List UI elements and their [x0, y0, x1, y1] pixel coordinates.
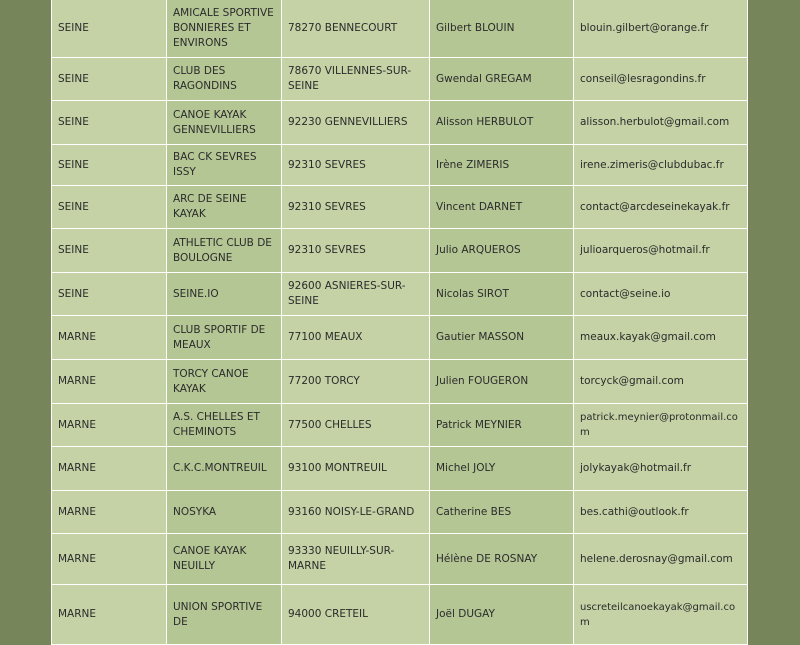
email-cell[interactable]: [574, 316, 748, 360]
table-row: [52, 58, 748, 101]
contact-name-text: Alisson HERBULOT: [436, 116, 534, 128]
table-row: [52, 491, 748, 534]
club-text: CLUB SPORTIF DE MEAUX: [173, 323, 266, 351]
region-cell: [52, 404, 167, 447]
region-text: MARNE: [58, 418, 97, 431]
region-cell: [52, 101, 167, 145]
region-text: SEINE: [58, 116, 89, 128]
city-cell: [282, 0, 430, 58]
city-text: 92310 SEVRES: [288, 244, 366, 256]
email-cell[interactable]: [574, 101, 748, 145]
contact-name-cell: [430, 404, 574, 447]
city-text: 93100 MONTREUIL: [288, 462, 387, 474]
email-cell[interactable]: [574, 186, 748, 229]
email-text[interactable]: patrick.meynier@protonmail.com: [580, 412, 738, 438]
contact-name-text: Gautier MASSON: [436, 331, 525, 343]
city-text: 93160 NOISY-LE-GRAND: [288, 505, 415, 518]
table-row: [52, 273, 748, 316]
table-row: [52, 316, 748, 360]
region-cell: [52, 229, 167, 273]
email-cell[interactable]: [574, 534, 748, 585]
city-text: 92600 ASNIERES-SUR-SEINE: [288, 280, 406, 307]
club-cell: [167, 491, 282, 534]
city-cell: [282, 229, 430, 273]
table-row: [52, 447, 748, 491]
contact-name-cell: [430, 491, 574, 534]
clubs-table: [51, 0, 748, 645]
table-row: [52, 0, 748, 58]
email-text[interactable]: meaux.kayak@gmail.com: [580, 331, 716, 343]
email-text[interactable]: helene.derosnay@gmail.com: [580, 552, 733, 565]
club-cell: [167, 0, 282, 58]
contact-name-text: Vincent DARNET: [436, 200, 523, 213]
region-text: MARNE: [58, 505, 97, 518]
contact-name-cell: [430, 145, 574, 186]
table-row: [52, 145, 748, 186]
club-cell: [167, 404, 282, 447]
club-text: AMICALE SPORTIVE BONNIERES ET ENVIRONS: [173, 7, 274, 49]
club-cell: [167, 101, 282, 145]
contact-name-cell: [430, 229, 574, 273]
region-text: MARNE: [58, 375, 97, 387]
city-cell: [282, 101, 430, 145]
region-text: MARNE: [58, 462, 97, 474]
region-cell: [52, 316, 167, 360]
email-text[interactable]: conseil@lesragondins.fr: [580, 72, 706, 85]
email-text[interactable]: contact@arcdeseinekayak.fr: [580, 200, 730, 213]
email-text[interactable]: irene.zimeris@clubdubac.fr: [580, 158, 724, 171]
city-cell: [282, 316, 430, 360]
city-cell: [282, 534, 430, 585]
region-cell: [52, 447, 167, 491]
region-cell: [52, 145, 167, 186]
contact-name-text: Gwendal GREGAM: [436, 72, 532, 85]
contact-name-text: Patrick MEYNIER: [436, 418, 522, 431]
region-text: SEINE: [58, 200, 89, 213]
email-text[interactable]: jolykayak@hotmail.fr: [580, 462, 692, 474]
region-text: MARNE: [58, 331, 97, 343]
table-row: [52, 186, 748, 229]
table-row: [52, 360, 748, 404]
city-cell: [282, 404, 430, 447]
club-text: CLUB DES RAGONDINS: [173, 65, 237, 92]
club-text: CANOE KAYAK NEUILLY: [173, 545, 247, 572]
table-row: [52, 101, 748, 145]
club-cell: [167, 360, 282, 404]
email-cell[interactable]: [574, 491, 748, 534]
email-text[interactable]: uscreteilcanoekayak@gmail.com: [580, 601, 736, 628]
contact-name-cell: [430, 273, 574, 316]
email-cell[interactable]: [574, 58, 748, 101]
contact-name-text: Catherine BES: [436, 505, 512, 518]
city-cell: [282, 447, 430, 491]
email-cell[interactable]: [574, 145, 748, 186]
city-text: 92230 GENNEVILLIERS: [288, 116, 408, 128]
clubs-sheet: [51, 0, 748, 628]
region-cell: [52, 534, 167, 585]
contact-name-cell: [430, 186, 574, 229]
email-cell[interactable]: [574, 0, 748, 58]
email-cell[interactable]: [574, 404, 748, 447]
contact-name-cell: [430, 58, 574, 101]
email-cell[interactable]: [574, 273, 748, 316]
email-cell[interactable]: [574, 360, 748, 404]
region-text: SEINE: [58, 72, 89, 85]
region-cell: [52, 186, 167, 229]
region-text: SEINE: [58, 244, 89, 256]
club-cell: [167, 447, 282, 491]
city-text: 77500 CHELLES: [288, 418, 372, 431]
contact-name-text: Gilbert BLOUIN: [436, 22, 515, 34]
city-text: 78270 BENNECOURT: [288, 22, 398, 34]
club-cell: [167, 534, 282, 585]
city-text: 92310 SEVRES: [288, 158, 366, 171]
club-cell: [167, 186, 282, 229]
contact-name-cell: [430, 534, 574, 585]
contact-name-cell: [430, 360, 574, 404]
city-cell: [282, 491, 430, 534]
region-text: SEINE: [58, 22, 89, 34]
table-row: [52, 534, 748, 585]
contact-name-cell: [430, 447, 574, 491]
region-text: MARNE: [58, 608, 97, 620]
club-cell: [167, 229, 282, 273]
contact-name-cell: [430, 0, 574, 58]
contact-name-text: Hélène DE ROSNAY: [436, 552, 538, 565]
region-text: MARNE: [58, 552, 97, 565]
email-text[interactable]: blouin.gilbert@orange.fr: [580, 22, 709, 34]
city-text: 77100 MEAUX: [288, 331, 363, 343]
city-text: 77200 TORCY: [288, 375, 360, 387]
city-text: 94000 CRETEIL: [288, 608, 368, 620]
email-text[interactable]: alisson.herbulot@gmail.com: [580, 116, 730, 128]
club-cell: [167, 58, 282, 101]
city-text: 93330 NEUILLY-SUR-MARNE: [288, 545, 395, 572]
email-text[interactable]: contact@seine.io: [580, 287, 671, 300]
email-text[interactable]: julioarqueros@hotmail.fr: [580, 244, 710, 256]
city-cell: [282, 186, 430, 229]
contact-name-cell: [430, 585, 574, 645]
region-cell: [52, 58, 167, 101]
email-cell[interactable]: [574, 229, 748, 273]
city-text: 78670 VILLENNES-SUR-SEINE: [288, 65, 412, 92]
club-text: UNION SPORTIVE DE: [173, 600, 263, 628]
region-cell: [52, 273, 167, 316]
club-cell: [167, 145, 282, 186]
contact-name-text: Julien FOUGERON: [436, 375, 529, 387]
region-cell: [52, 360, 167, 404]
club-text: CANOE KAYAK GENNEVILLIERS: [173, 108, 256, 136]
contact-name-text: Michel JOLY: [436, 462, 496, 474]
email-text[interactable]: bes.cathi@outlook.fr: [580, 505, 689, 518]
region-cell: [52, 0, 167, 58]
club-text: TORCY CANOE KAYAK: [173, 367, 249, 395]
club-cell: [167, 585, 282, 645]
city-cell: [282, 145, 430, 186]
table-row: [52, 404, 748, 447]
club-cell: [167, 273, 282, 316]
contact-name-text: Joël DUGAY: [436, 608, 495, 620]
club-cell: [167, 316, 282, 360]
contact-name-cell: [430, 101, 574, 145]
city-cell: [282, 58, 430, 101]
email-cell[interactable]: [574, 585, 748, 645]
table-row: [52, 585, 748, 645]
club-text: ARC DE SEINE KAYAK: [173, 193, 247, 220]
contact-name-text: Julio ARQUEROS: [436, 244, 521, 256]
club-text: ATHLETIC CLUB DE BOULOGNE: [173, 236, 272, 264]
club-text: BAC CK SEVRES ISSY: [173, 151, 257, 178]
city-text: 92310 SEVRES: [288, 200, 366, 213]
contact-name-text: Irène ZIMERIS: [436, 158, 510, 171]
region-cell: [52, 491, 167, 534]
region-text: SEINE: [58, 158, 89, 171]
contact-name-text: Nicolas SIROT: [436, 287, 509, 300]
city-cell: [282, 273, 430, 316]
contact-name-cell: [430, 316, 574, 360]
email-cell[interactable]: [574, 447, 748, 491]
email-text[interactable]: torcyck@gmail.com: [580, 375, 684, 387]
region-text: SEINE: [58, 287, 89, 300]
club-text: C.K.C.MONTREUIL: [173, 462, 267, 474]
club-text: A.S. CHELLES ET CHEMINOTS: [173, 411, 260, 438]
table-row: [52, 229, 748, 273]
club-text: SEINE.IO: [173, 287, 219, 300]
city-cell: [282, 360, 430, 404]
club-text: NOSYKA: [173, 505, 217, 518]
city-cell: [282, 585, 430, 645]
clubs-table-body: [52, 0, 748, 645]
region-cell: [52, 585, 167, 645]
